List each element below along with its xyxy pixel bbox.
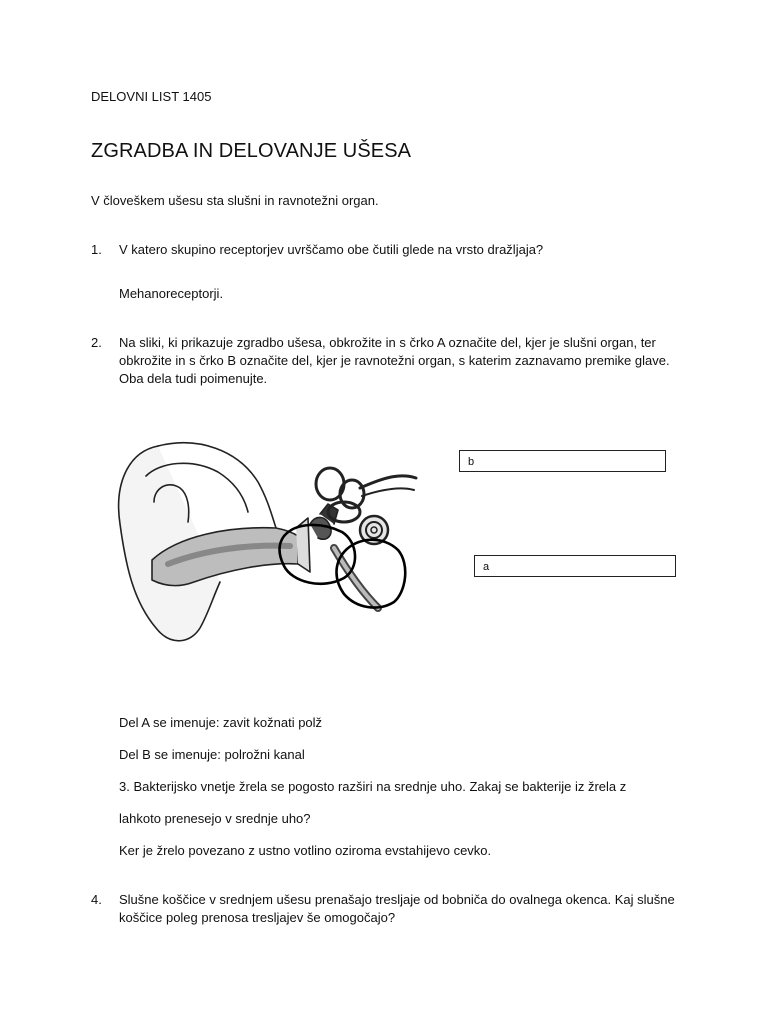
answer-part-a: Del A se imenuje: zavit kožnati polž	[119, 715, 323, 730]
question-2-text: Na sliki, ki prikazuje zgradbo ušesa, obkrožite in s črko A označite del, kjer je slušni organ, ter obkrožite in s črko B označite del, kjer je ravnotežni organ, s katerim zaznavamo premike glave. Oba dela tudi poimenujte.	[119, 335, 670, 386]
label-box-b: b	[459, 450, 666, 472]
label-box-a: a	[474, 555, 676, 577]
question-4-text: Slušne koščice v srednjem ušesu prenašajo tresljaje od bobniča do ovalnega okenca. Kaj slušne koščice poleg prenosa tresljajev še omogočajo?	[119, 892, 675, 925]
question-1-answer: Mehanoreceptorji.	[119, 286, 224, 301]
question-4-number: 4.	[91, 892, 102, 907]
question-3-line-2: lahkoto prenesejo v srednje uho?	[119, 811, 311, 826]
answer-part-b: Del B se imenuje: polrožni kanal	[119, 747, 305, 762]
page-title: ZGRADBA IN DELOVANJE UŠESA	[91, 140, 412, 162]
question-2-number: 2.	[91, 335, 102, 350]
question-1-text: V katero skupino receptorjev uvrščamo obe čutili glede na vrsto dražljaja?	[119, 242, 544, 257]
ear-anatomy-illustration	[108, 432, 428, 660]
question-1-number: 1.	[91, 242, 102, 257]
question-3-answer: Ker je žrelo povezano z ustno votlino oziroma evstahijevo cevko.	[119, 843, 492, 858]
intro-text: V človeškem ušesu sta slušni in ravnotežni organ.	[91, 193, 379, 208]
sheet-id: DELOVNI LIST 1405	[91, 89, 212, 104]
question-3-line-1: 3. Bakterijsko vnetje žrela se pogosto razširi na srednje uho. Zakaj se bakterije iz žrela z	[119, 779, 627, 794]
